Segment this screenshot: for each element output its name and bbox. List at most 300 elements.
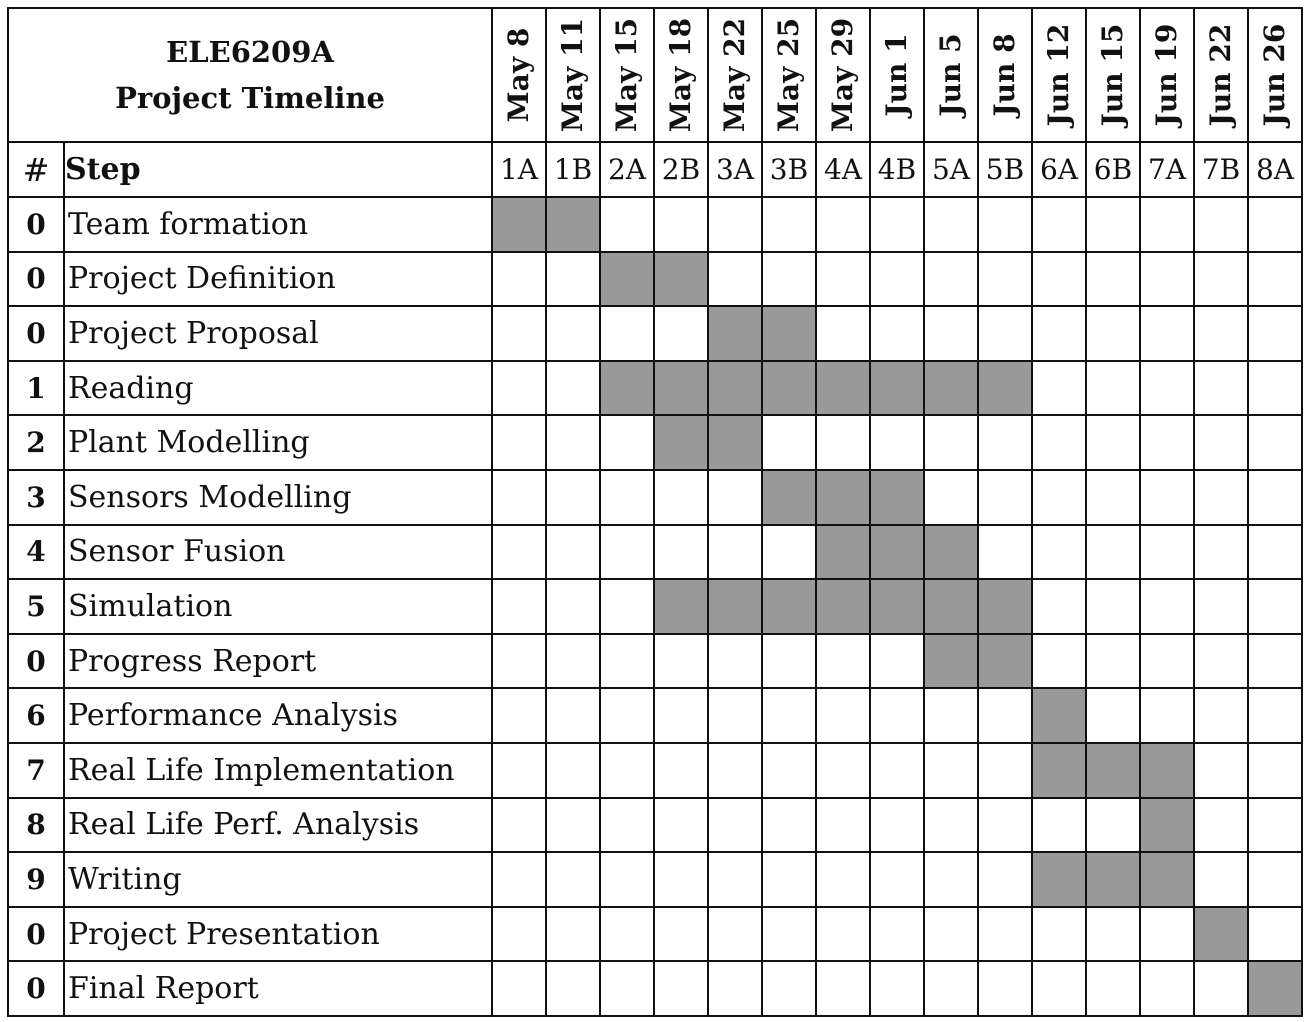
date-label: May 11 xyxy=(556,17,589,133)
code-header-row xyxy=(8,142,1302,197)
schedule-cell-empty xyxy=(924,688,978,743)
week-code-header: 5B xyxy=(978,142,1032,197)
schedule-cell-empty xyxy=(924,798,978,853)
schedule-cell-empty xyxy=(762,907,816,962)
schedule-cell-empty xyxy=(870,688,924,743)
timeline-table xyxy=(7,7,1303,1017)
schedule-cell-empty xyxy=(978,197,1032,252)
schedule-cell-empty xyxy=(1140,525,1194,580)
schedule-cell-empty xyxy=(492,852,546,907)
schedule-cell-empty xyxy=(1140,361,1194,416)
schedule-cell-empty xyxy=(1194,415,1248,470)
schedule-cell-filled xyxy=(924,579,978,634)
date-label: Jun 8 xyxy=(988,33,1021,117)
schedule-cell-empty xyxy=(492,415,546,470)
week-code-header: 2A xyxy=(600,142,654,197)
schedule-cell-empty xyxy=(1086,361,1140,416)
schedule-cell-empty xyxy=(1248,306,1302,361)
week-code-header: 7B xyxy=(1194,142,1248,197)
step-column-header: Step xyxy=(64,142,492,197)
schedule-cell-empty xyxy=(600,579,654,634)
date-header-cell xyxy=(1032,8,1086,142)
schedule-cell-empty xyxy=(708,470,762,525)
schedule-cell-empty xyxy=(546,907,600,962)
schedule-cell-empty xyxy=(816,743,870,798)
schedule-cell-empty xyxy=(978,743,1032,798)
schedule-cell-empty xyxy=(978,798,1032,853)
schedule-cell-empty xyxy=(762,415,816,470)
schedule-cell-empty xyxy=(546,252,600,307)
schedule-cell-filled xyxy=(708,306,762,361)
task-row xyxy=(8,743,1302,798)
date-header-cell xyxy=(1086,8,1140,142)
schedule-cell-filled xyxy=(978,579,1032,634)
schedule-cell-empty xyxy=(546,743,600,798)
schedule-cell-filled xyxy=(654,252,708,307)
schedule-cell-empty xyxy=(654,961,708,1016)
schedule-cell-empty xyxy=(1194,798,1248,853)
task-row xyxy=(8,415,1302,470)
schedule-cell-empty xyxy=(762,961,816,1016)
schedule-cell-filled xyxy=(1140,743,1194,798)
schedule-cell-filled xyxy=(978,634,1032,689)
schedule-cell-empty xyxy=(762,525,816,580)
schedule-cell-empty xyxy=(762,743,816,798)
schedule-cell-empty xyxy=(492,907,546,962)
date-header-cell xyxy=(978,8,1032,142)
schedule-cell-empty xyxy=(1140,306,1194,361)
schedule-cell-filled xyxy=(1248,961,1302,1016)
week-code-header: 6A xyxy=(1032,142,1086,197)
schedule-cell-empty xyxy=(1194,961,1248,1016)
task-step-name: Sensor Fusion xyxy=(64,525,492,580)
schedule-cell-empty xyxy=(1032,197,1086,252)
schedule-cell-empty xyxy=(546,852,600,907)
schedule-cell-empty xyxy=(1248,907,1302,962)
task-number: 0 xyxy=(8,634,64,689)
schedule-cell-filled xyxy=(1032,688,1086,743)
schedule-cell-empty xyxy=(492,634,546,689)
schedule-cell-empty xyxy=(816,306,870,361)
schedule-cell-empty xyxy=(1032,306,1086,361)
task-row xyxy=(8,525,1302,580)
schedule-cell-empty xyxy=(924,743,978,798)
schedule-cell-empty xyxy=(654,798,708,853)
schedule-cell-filled xyxy=(816,361,870,416)
schedule-cell-empty xyxy=(600,470,654,525)
task-step-name: Project Proposal xyxy=(64,306,492,361)
schedule-cell-filled xyxy=(654,361,708,416)
schedule-cell-empty xyxy=(1248,252,1302,307)
schedule-cell-empty xyxy=(1248,525,1302,580)
task-number: 3 xyxy=(8,470,64,525)
schedule-cell-empty xyxy=(924,961,978,1016)
week-code-header: 3B xyxy=(762,142,816,197)
schedule-cell-empty xyxy=(600,961,654,1016)
schedule-cell-filled xyxy=(924,361,978,416)
schedule-cell-empty xyxy=(654,852,708,907)
date-header-cell xyxy=(546,8,600,142)
schedule-cell-empty xyxy=(546,798,600,853)
date-header-cell xyxy=(816,8,870,142)
schedule-cell-filled xyxy=(762,470,816,525)
schedule-cell-empty xyxy=(1194,852,1248,907)
schedule-cell-empty xyxy=(1086,688,1140,743)
schedule-cell-empty xyxy=(924,470,978,525)
schedule-cell-empty xyxy=(870,798,924,853)
schedule-cell-empty xyxy=(870,852,924,907)
schedule-cell-empty xyxy=(1032,361,1086,416)
schedule-cell-empty xyxy=(816,252,870,307)
date-header-cell xyxy=(924,8,978,142)
schedule-cell-empty xyxy=(1194,579,1248,634)
date-header-cell xyxy=(492,8,546,142)
schedule-cell-empty xyxy=(492,306,546,361)
schedule-cell-empty xyxy=(1032,798,1086,853)
date-header-cell xyxy=(1194,8,1248,142)
schedule-cell-empty xyxy=(978,470,1032,525)
schedule-cell-empty xyxy=(870,907,924,962)
schedule-cell-empty xyxy=(762,252,816,307)
schedule-cell-empty xyxy=(546,525,600,580)
schedule-cell-empty xyxy=(1140,634,1194,689)
task-step-name: Progress Report xyxy=(64,634,492,689)
schedule-cell-empty xyxy=(1140,197,1194,252)
date-header-cell xyxy=(708,8,762,142)
schedule-cell-empty xyxy=(1194,470,1248,525)
task-number: 7 xyxy=(8,743,64,798)
date-label: Jun 22 xyxy=(1204,23,1237,127)
schedule-cell-empty xyxy=(1086,415,1140,470)
schedule-cell-empty xyxy=(600,415,654,470)
task-step-name: Project Definition xyxy=(64,252,492,307)
schedule-cell-filled xyxy=(1140,798,1194,853)
date-header-cell xyxy=(870,8,924,142)
schedule-cell-empty xyxy=(654,197,708,252)
schedule-cell-empty xyxy=(978,525,1032,580)
schedule-cell-empty xyxy=(708,525,762,580)
schedule-cell-empty xyxy=(978,415,1032,470)
schedule-cell-empty xyxy=(978,907,1032,962)
schedule-cell-empty xyxy=(708,907,762,962)
schedule-cell-filled xyxy=(1194,907,1248,962)
title-course-code: ELE6209A xyxy=(166,35,334,69)
schedule-cell-empty xyxy=(654,743,708,798)
schedule-cell-filled xyxy=(708,361,762,416)
schedule-cell-empty xyxy=(600,688,654,743)
schedule-cell-empty xyxy=(1248,579,1302,634)
schedule-cell-empty xyxy=(1032,525,1086,580)
schedule-cell-empty xyxy=(654,907,708,962)
schedule-cell-empty xyxy=(492,361,546,416)
schedule-cell-filled xyxy=(762,579,816,634)
schedule-cell-filled xyxy=(1086,743,1140,798)
schedule-cell-empty xyxy=(1032,634,1086,689)
schedule-cell-empty xyxy=(762,197,816,252)
schedule-cell-filled xyxy=(870,525,924,580)
schedule-cell-empty xyxy=(924,907,978,962)
schedule-cell-empty xyxy=(492,525,546,580)
schedule-cell-filled xyxy=(654,579,708,634)
schedule-cell-empty xyxy=(1032,961,1086,1016)
schedule-cell-filled xyxy=(870,579,924,634)
schedule-cell-filled xyxy=(1032,743,1086,798)
task-step-name: Plant Modelling xyxy=(64,415,492,470)
schedule-cell-empty xyxy=(600,907,654,962)
schedule-cell-empty xyxy=(924,197,978,252)
task-number: 0 xyxy=(8,252,64,307)
schedule-cell-empty xyxy=(1032,470,1086,525)
schedule-cell-empty xyxy=(492,961,546,1016)
task-number: 6 xyxy=(8,688,64,743)
task-number: 0 xyxy=(8,197,64,252)
date-label: Jun 15 xyxy=(1096,23,1129,127)
task-number: 0 xyxy=(8,306,64,361)
schedule-cell-empty xyxy=(870,415,924,470)
schedule-cell-filled xyxy=(816,470,870,525)
schedule-cell-empty xyxy=(816,961,870,1016)
schedule-cell-empty xyxy=(816,907,870,962)
task-row xyxy=(8,634,1302,689)
date-label: May 25 xyxy=(772,17,805,133)
schedule-cell-empty xyxy=(708,743,762,798)
week-code-header: 1A xyxy=(492,142,546,197)
task-step-name: Real Life Perf. Analysis xyxy=(64,798,492,853)
task-number: 0 xyxy=(8,907,64,962)
schedule-cell-empty xyxy=(600,525,654,580)
schedule-cell-empty xyxy=(492,743,546,798)
schedule-cell-filled xyxy=(762,361,816,416)
week-code-header: 3A xyxy=(708,142,762,197)
date-label: May 22 xyxy=(718,17,751,133)
schedule-cell-empty xyxy=(762,688,816,743)
schedule-cell-filled xyxy=(546,197,600,252)
schedule-cell-empty xyxy=(924,252,978,307)
task-row xyxy=(8,252,1302,307)
schedule-cell-empty xyxy=(492,688,546,743)
date-label: May 29 xyxy=(826,17,859,133)
schedule-cell-empty xyxy=(870,634,924,689)
task-number: 4 xyxy=(8,525,64,580)
schedule-cell-empty xyxy=(708,852,762,907)
schedule-cell-empty xyxy=(1194,306,1248,361)
schedule-cell-empty xyxy=(978,306,1032,361)
task-step-name: Simulation xyxy=(64,579,492,634)
task-row xyxy=(8,907,1302,962)
schedule-cell-filled xyxy=(600,252,654,307)
task-step-name: Reading xyxy=(64,361,492,416)
schedule-cell-empty xyxy=(1140,907,1194,962)
schedule-cell-empty xyxy=(1248,743,1302,798)
schedule-cell-empty xyxy=(1194,525,1248,580)
date-label: May 18 xyxy=(664,17,697,133)
schedule-cell-empty xyxy=(1248,688,1302,743)
task-step-name: Team formation xyxy=(64,197,492,252)
schedule-cell-filled xyxy=(1032,852,1086,907)
schedule-cell-filled xyxy=(816,525,870,580)
date-header-cell xyxy=(654,8,708,142)
schedule-cell-filled xyxy=(924,634,978,689)
date-header-cell xyxy=(1140,8,1194,142)
task-row xyxy=(8,361,1302,416)
schedule-cell-empty xyxy=(1140,415,1194,470)
schedule-cell-empty xyxy=(870,743,924,798)
schedule-cell-empty xyxy=(546,361,600,416)
schedule-cell-empty xyxy=(546,634,600,689)
schedule-cell-empty xyxy=(1248,197,1302,252)
schedule-cell-empty xyxy=(924,415,978,470)
schedule-cell-filled xyxy=(600,361,654,416)
schedule-cell-empty xyxy=(654,688,708,743)
schedule-cell-empty xyxy=(708,252,762,307)
schedule-cell-empty xyxy=(762,634,816,689)
schedule-cell-empty xyxy=(1086,634,1140,689)
schedule-cell-empty xyxy=(1194,361,1248,416)
schedule-cell-filled xyxy=(816,579,870,634)
schedule-cell-empty xyxy=(546,306,600,361)
schedule-cell-empty xyxy=(978,688,1032,743)
schedule-cell-empty xyxy=(1086,470,1140,525)
schedule-cell-empty xyxy=(600,852,654,907)
week-code-header: 8A xyxy=(1248,142,1302,197)
schedule-cell-empty xyxy=(1032,579,1086,634)
table-title xyxy=(8,8,492,142)
schedule-cell-empty xyxy=(1194,743,1248,798)
week-code-header: 7A xyxy=(1140,142,1194,197)
date-label: Jun 12 xyxy=(1042,23,1075,127)
schedule-cell-empty xyxy=(816,688,870,743)
schedule-cell-empty xyxy=(654,525,708,580)
schedule-cell-filled xyxy=(924,525,978,580)
schedule-cell-empty xyxy=(546,470,600,525)
schedule-cell-empty xyxy=(1248,798,1302,853)
task-step-name: Writing xyxy=(64,852,492,907)
schedule-cell-empty xyxy=(1140,961,1194,1016)
schedule-cell-empty xyxy=(762,852,816,907)
schedule-cell-empty xyxy=(870,252,924,307)
schedule-cell-empty xyxy=(1086,525,1140,580)
date-header-cell xyxy=(600,8,654,142)
schedule-cell-empty xyxy=(1140,579,1194,634)
schedule-cell-filled xyxy=(708,579,762,634)
schedule-cell-empty xyxy=(1140,470,1194,525)
schedule-cell-filled xyxy=(708,415,762,470)
task-step-name: Project Presentation xyxy=(64,907,492,962)
schedule-cell-empty xyxy=(1086,579,1140,634)
schedule-cell-empty xyxy=(1248,852,1302,907)
week-code-header: 2B xyxy=(654,142,708,197)
date-label: May 15 xyxy=(610,17,643,133)
schedule-cell-empty xyxy=(1086,306,1140,361)
task-row xyxy=(8,852,1302,907)
schedule-cell-filled xyxy=(1086,852,1140,907)
schedule-cell-empty xyxy=(708,688,762,743)
schedule-cell-empty xyxy=(600,197,654,252)
number-column-header: # xyxy=(8,142,64,197)
schedule-cell-empty xyxy=(870,961,924,1016)
schedule-cell-empty xyxy=(654,306,708,361)
task-number: 5 xyxy=(8,579,64,634)
schedule-cell-empty xyxy=(870,197,924,252)
schedule-cell-empty xyxy=(600,743,654,798)
schedule-cell-empty xyxy=(924,852,978,907)
week-code-header: 4A xyxy=(816,142,870,197)
schedule-cell-empty xyxy=(1194,252,1248,307)
schedule-cell-empty xyxy=(1140,688,1194,743)
week-code-header: 4B xyxy=(870,142,924,197)
date-label: Jun 1 xyxy=(880,33,913,117)
date-header-cell xyxy=(1248,8,1302,142)
date-label: Jun 26 xyxy=(1258,23,1291,127)
schedule-cell-empty xyxy=(1032,907,1086,962)
title-project-timeline: Project Timeline xyxy=(115,81,385,115)
schedule-cell-empty xyxy=(816,852,870,907)
task-step-name: Sensors Modelling xyxy=(64,470,492,525)
schedule-cell-empty xyxy=(546,415,600,470)
task-row xyxy=(8,470,1302,525)
task-number: 8 xyxy=(8,798,64,853)
schedule-cell-empty xyxy=(492,579,546,634)
schedule-cell-empty xyxy=(870,306,924,361)
schedule-cell-empty xyxy=(1194,634,1248,689)
schedule-cell-empty xyxy=(1086,252,1140,307)
schedule-cell-empty xyxy=(708,634,762,689)
task-row xyxy=(8,197,1302,252)
task-number: 9 xyxy=(8,852,64,907)
schedule-cell-empty xyxy=(600,798,654,853)
week-code-header: 5A xyxy=(924,142,978,197)
date-label: Jun 5 xyxy=(934,33,967,117)
schedule-cell-filled xyxy=(492,197,546,252)
schedule-cell-filled xyxy=(654,415,708,470)
week-code-header: 6B xyxy=(1086,142,1140,197)
schedule-cell-empty xyxy=(762,798,816,853)
schedule-cell-empty xyxy=(816,415,870,470)
schedule-cell-empty xyxy=(600,634,654,689)
schedule-cell-empty xyxy=(546,688,600,743)
schedule-cell-empty xyxy=(546,579,600,634)
schedule-cell-empty xyxy=(708,197,762,252)
schedule-cell-empty xyxy=(492,252,546,307)
schedule-cell-empty xyxy=(1140,252,1194,307)
schedule-cell-empty xyxy=(978,252,1032,307)
schedule-cell-empty xyxy=(1032,415,1086,470)
task-list xyxy=(8,197,1302,1016)
task-row xyxy=(8,688,1302,743)
schedule-cell-filled xyxy=(1140,852,1194,907)
schedule-cell-empty xyxy=(1086,961,1140,1016)
date-header-row xyxy=(8,8,1302,142)
schedule-cell-empty xyxy=(1248,470,1302,525)
task-step-name: Final Report xyxy=(64,961,492,1016)
schedule-cell-empty xyxy=(1086,907,1140,962)
task-step-name: Performance Analysis xyxy=(64,688,492,743)
task-step-name: Real Life Implementation xyxy=(64,743,492,798)
task-number: 1 xyxy=(8,361,64,416)
task-row xyxy=(8,306,1302,361)
schedule-cell-empty xyxy=(708,961,762,1016)
task-row xyxy=(8,798,1302,853)
task-row xyxy=(8,961,1302,1016)
schedule-cell-empty xyxy=(1248,415,1302,470)
schedule-cell-filled xyxy=(870,361,924,416)
schedule-cell-empty xyxy=(816,798,870,853)
schedule-cell-empty xyxy=(1194,197,1248,252)
date-header-cell xyxy=(762,8,816,142)
schedule-cell-empty xyxy=(600,306,654,361)
schedule-cell-empty xyxy=(1086,197,1140,252)
schedule-cell-empty xyxy=(816,634,870,689)
